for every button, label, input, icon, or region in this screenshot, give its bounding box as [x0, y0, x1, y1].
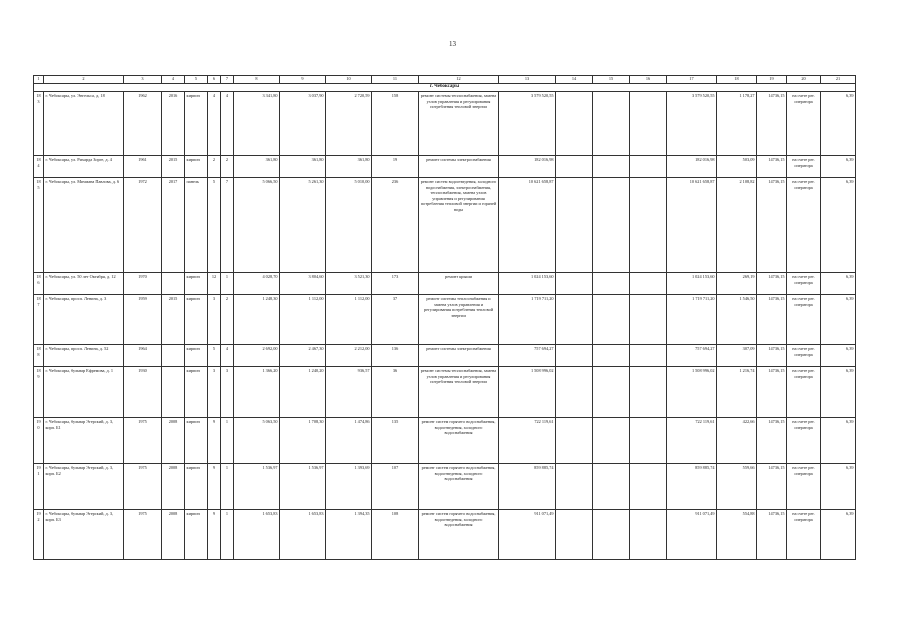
fund-account: на счете рег. оператора [787, 367, 821, 418]
row-number: 188 [34, 345, 44, 367]
residents: 236 [372, 178, 419, 273]
repair-work: ремонт систем горячего водоснабжения, водоотведения, холодного водоснабжения [419, 464, 499, 510]
republic-budget [593, 367, 630, 418]
owned-area: 1 474,86 [326, 418, 372, 464]
total-cost: 3 579 520,55 [499, 92, 556, 156]
repair-work: ремонт систем водоотведения, холодного водоснабжения, электроснабжения, теплоснабжения, замена узлов управления и регулирования потребления тепловой энергии и горячей воды [419, 178, 499, 273]
owners-funds: 1 508 996,02 [667, 367, 717, 418]
specific-cost: 422,66 [717, 418, 757, 464]
total-area: 361,80 [234, 156, 280, 178]
local-budget [630, 156, 667, 178]
local-budget [630, 418, 667, 464]
address: г. Чебоксары, ул. Энгельса, д. 18 [44, 92, 124, 156]
row-number: 191 [34, 464, 44, 510]
rate: 6,39 [821, 464, 856, 510]
total-area: 1 536,97 [234, 464, 280, 510]
fund-cost [556, 273, 593, 295]
year-last-repair: 2017 [162, 178, 185, 273]
row-number: 190 [34, 418, 44, 464]
residential-area: 1 536,97 [280, 464, 326, 510]
table-row [34, 367, 856, 418]
year-last-repair: 2008 [162, 510, 185, 560]
wall-material: кирпич [185, 345, 208, 367]
column-number: 9 [280, 76, 326, 84]
republic-budget [593, 464, 630, 510]
rate: 6,39 [821, 510, 856, 560]
fund-account: на счете рег. оператора [787, 345, 821, 367]
rate: 6,39 [821, 178, 856, 273]
owners-funds: 1 719 711,20 [667, 295, 717, 345]
local-budget [630, 295, 667, 345]
column-number-row [34, 76, 856, 84]
floors: 2 [208, 156, 221, 178]
residents: 107 [372, 464, 419, 510]
address: г. Чебоксары, ул. Мичмана Павлова, д. 6 [44, 178, 124, 273]
owned-area: 1 394,35 [326, 510, 372, 560]
fund-cost [556, 178, 593, 273]
residential-area: 1 708,30 [280, 418, 326, 464]
residential-area: 5 261,30 [280, 178, 326, 273]
year-built: 1975 [124, 464, 162, 510]
fund-account: на счете рег. оператора [787, 273, 821, 295]
fund-cost [556, 92, 593, 156]
fund-account: на счете рег. оператора [787, 156, 821, 178]
owned-area: 5 010,00 [326, 178, 372, 273]
column-number: 10 [326, 76, 372, 84]
republic-budget [593, 273, 630, 295]
year-last-repair: 2008 [162, 418, 185, 464]
year-built: 1975 [124, 418, 162, 464]
wall-material: кирпич [185, 156, 208, 178]
fund-account: на счете рег. оператора [787, 464, 821, 510]
owned-area: 2 720,59 [326, 92, 372, 156]
wall-material: кирпич [185, 367, 208, 418]
wall-material: кирпич [185, 510, 208, 560]
column-number: 5 [185, 76, 208, 84]
specific-cost: 1 546,50 [717, 295, 757, 345]
residents: 158 [372, 92, 419, 156]
residential-area: 1 240,20 [280, 367, 326, 418]
residential-area: 361,80 [280, 156, 326, 178]
specific-cost: 503,09 [717, 156, 757, 178]
total-cost: 1 719 711,20 [499, 295, 556, 345]
max-cost: 14736,15 [757, 510, 787, 560]
owned-area: 2 212,00 [326, 345, 372, 367]
max-cost: 14736,15 [757, 345, 787, 367]
repair-work: ремонт крыши [419, 273, 499, 295]
address: г. Чебоксары, бульвар Эгерский, д. 3, корп. Б2 [44, 464, 124, 510]
wall-material: кирпич [185, 464, 208, 510]
year-last-repair: 2015 [162, 156, 185, 178]
owners-funds: 859 885,74 [667, 464, 717, 510]
table-row [34, 510, 856, 560]
table-row [34, 345, 856, 367]
floors: 9 [208, 510, 221, 560]
address: г. Чебоксары, просп. Ленина, д. 52 [44, 345, 124, 367]
year-built: 1964 [124, 345, 162, 367]
table-row [34, 156, 856, 178]
row-number: 185 [34, 178, 44, 273]
year-built: 1959 [124, 295, 162, 345]
row-number: 187 [34, 295, 44, 345]
local-budget [630, 92, 667, 156]
fund-cost [556, 367, 593, 418]
column-number: 21 [821, 76, 856, 84]
max-cost: 14736,15 [757, 156, 787, 178]
entrances: 7 [221, 178, 234, 273]
address: г. Чебоксары, бульвар Ефремова, д. 1 [44, 367, 124, 418]
entrances: 1 [221, 464, 234, 510]
year-built: 1975 [124, 510, 162, 560]
residential-area: 3 037,90 [280, 92, 326, 156]
max-cost: 14736,15 [757, 367, 787, 418]
repair-work: ремонт системы теплоснабжения, замена узлов управления и регулирования потребления тепловой энергии [419, 367, 499, 418]
city-heading-row [34, 84, 856, 92]
fund-cost [556, 156, 593, 178]
local-budget [630, 273, 667, 295]
owners-funds: 3 579 520,55 [667, 92, 717, 156]
row-number: 192 [34, 510, 44, 560]
row-number: 184 [34, 156, 44, 178]
capital-repair-register-table [33, 75, 856, 560]
total-area: 2 692,00 [234, 345, 280, 367]
entrances: 4 [221, 345, 234, 367]
repair-work: ремонт систем горячего водоснабжения, водоотведения, холодного водоснабжения [419, 418, 499, 464]
total-area: 1 248,30 [234, 295, 280, 345]
rate: 6,39 [821, 367, 856, 418]
address: г. Чебоксары, ул. 50 лет Октября, д. 12 [44, 273, 124, 295]
column-number: 11 [372, 76, 419, 84]
fund-cost [556, 295, 593, 345]
entrances: 2 [221, 156, 234, 178]
republic-budget [593, 510, 630, 560]
local-budget [630, 178, 667, 273]
entrances: 1 [221, 273, 234, 295]
wall-material: кирпич [185, 295, 208, 345]
city-name: г. Чебоксары [34, 84, 856, 92]
republic-budget [593, 178, 630, 273]
column-number: 6 [208, 76, 221, 84]
column-number: 17 [667, 76, 717, 84]
column-number: 15 [593, 76, 630, 84]
fund-account: на счете рег. оператора [787, 510, 821, 560]
column-number: 13 [499, 76, 556, 84]
row-number: 183 [34, 92, 44, 156]
residents: 37 [372, 295, 419, 345]
wall-material: кирпич [185, 418, 208, 464]
address: г. Чебоксары, просп. Ленина, д. 3 [44, 295, 124, 345]
local-budget [630, 510, 667, 560]
owners-funds: 182 016,98 [667, 156, 717, 178]
residents: 19 [372, 156, 419, 178]
fund-account: на счете рег. оператора [787, 295, 821, 345]
fund-cost [556, 418, 593, 464]
year-built: 1961 [124, 156, 162, 178]
column-number: 14 [556, 76, 593, 84]
total-area: 1 366,20 [234, 367, 280, 418]
entrances: 3 [221, 367, 234, 418]
rate: 6,39 [821, 273, 856, 295]
total-area: 4 028,70 [234, 273, 280, 295]
entrances: 2 [221, 295, 234, 345]
specific-cost: 1 216,74 [717, 367, 757, 418]
residential-area: 2 467,30 [280, 345, 326, 367]
column-number: 3 [124, 76, 162, 84]
owned-area: 3 521,30 [326, 273, 372, 295]
column-number: 1 [34, 76, 44, 84]
address: г. Чебоксары, ул. Рихарда Зорге, д. 4 [44, 156, 124, 178]
owners-funds: 10 621 658,87 [667, 178, 717, 273]
floors: 9 [208, 464, 221, 510]
column-number: 2 [44, 76, 124, 84]
rate: 6,39 [821, 418, 856, 464]
owners-funds: 757 694,27 [667, 345, 717, 367]
max-cost: 14736,15 [757, 178, 787, 273]
column-number: 8 [234, 76, 280, 84]
repair-work: ремонт системы теплоснабжения, замена узлов управления и регулирования потребления тепловой энергии [419, 92, 499, 156]
residents: 108 [372, 510, 419, 560]
max-cost: 14736,15 [757, 295, 787, 345]
fund-cost [556, 464, 593, 510]
owned-area: 361,80 [326, 156, 372, 178]
republic-budget [593, 295, 630, 345]
floors: 12 [208, 273, 221, 295]
wall-material: кирпич [185, 92, 208, 156]
year-last-repair [162, 367, 185, 418]
total-area: 5 063,50 [234, 418, 280, 464]
year-last-repair: 2016 [162, 92, 185, 156]
floors: 5 [208, 178, 221, 273]
wall-material: панель [185, 178, 208, 273]
table-row [34, 418, 856, 464]
repair-work: ремонт системы теплоснабжения и замена узлов управления и регулирования потребления тепловой энергии [419, 295, 499, 345]
table-row [34, 273, 856, 295]
column-number: 16 [630, 76, 667, 84]
republic-budget [593, 418, 630, 464]
address: г. Чебоксары, бульвар Эгерский, д. 3, корп. Б1 [44, 418, 124, 464]
year-last-repair: 2015 [162, 295, 185, 345]
max-cost: 14736,15 [757, 418, 787, 464]
total-cost: 10 621 658,87 [499, 178, 556, 273]
year-last-repair [162, 345, 185, 367]
repair-work: ремонт системы электроснабжения [419, 156, 499, 178]
entrances: 4 [221, 92, 234, 156]
residents: 173 [372, 273, 419, 295]
table-row [34, 92, 856, 156]
rate: 6,39 [821, 92, 856, 156]
specific-cost: 2 108,82 [717, 178, 757, 273]
row-number: 186 [34, 273, 44, 295]
specific-cost: 307,09 [717, 345, 757, 367]
floors: 3 [208, 367, 221, 418]
residential-area: 1 653,83 [280, 510, 326, 560]
rate: 6,39 [821, 295, 856, 345]
year-built: 1930 [124, 367, 162, 418]
total-cost: 757 694,27 [499, 345, 556, 367]
fund-cost [556, 510, 593, 560]
column-number: 20 [787, 76, 821, 84]
specific-cost: 559,66 [717, 464, 757, 510]
residential-area: 3 804,60 [280, 273, 326, 295]
owned-area: 1 112,00 [326, 295, 372, 345]
page-number: 13 [449, 40, 456, 48]
fund-cost [556, 345, 593, 367]
republic-budget [593, 92, 630, 156]
max-cost: 14736,15 [757, 273, 787, 295]
total-area: 1 653,83 [234, 510, 280, 560]
republic-budget [593, 156, 630, 178]
owners-funds: 911 071,49 [667, 510, 717, 560]
floors: 9 [208, 418, 221, 464]
local-budget [630, 367, 667, 418]
specific-cost: 269,19 [717, 273, 757, 295]
year-built: 1962 [124, 92, 162, 156]
max-cost: 14736,15 [757, 92, 787, 156]
total-cost: 1 508 996,02 [499, 367, 556, 418]
local-budget [630, 464, 667, 510]
year-built: 1970 [124, 273, 162, 295]
rate: 6,39 [821, 345, 856, 367]
residents: 36 [372, 367, 419, 418]
floors: 3 [208, 295, 221, 345]
total-cost: 1 024 153,60 [499, 273, 556, 295]
row-number: 189 [34, 367, 44, 418]
table-row [34, 295, 856, 345]
address: г. Чебоксары, бульвар Эгерский, д. 3, корп. Б3 [44, 510, 124, 560]
max-cost: 14736,15 [757, 464, 787, 510]
wall-material: кирпич [185, 273, 208, 295]
year-built: 1972 [124, 178, 162, 273]
repair-work: ремонт системы электроснабжения [419, 345, 499, 367]
column-number: 19 [757, 76, 787, 84]
residents: 135 [372, 418, 419, 464]
entrances: 1 [221, 510, 234, 560]
residential-area: 1 112,00 [280, 295, 326, 345]
total-cost: 722 119,61 [499, 418, 556, 464]
specific-cost: 1 178,27 [717, 92, 757, 156]
table-row [34, 464, 856, 510]
total-cost: 859 885,74 [499, 464, 556, 510]
total-cost: 911 071,49 [499, 510, 556, 560]
fund-account: на счете рег. оператора [787, 92, 821, 156]
table-row [34, 178, 856, 273]
year-last-repair: 2008 [162, 464, 185, 510]
repair-work: ремонт систем горячего водоснабжения, водоотведения, холодного водоснабжения [419, 510, 499, 560]
floors: 4 [208, 92, 221, 156]
specific-cost: 554,88 [717, 510, 757, 560]
local-budget [630, 345, 667, 367]
year-last-repair [162, 273, 185, 295]
fund-account: на счете рег. оператора [787, 178, 821, 273]
total-area: 5 066,50 [234, 178, 280, 273]
owners-funds: 722 119,61 [667, 418, 717, 464]
column-number: 18 [717, 76, 757, 84]
fund-account: на счете рег. оператора [787, 418, 821, 464]
entrances: 1 [221, 418, 234, 464]
column-number: 12 [419, 76, 499, 84]
owned-area: 936,57 [326, 367, 372, 418]
total-area: 3 341,80 [234, 92, 280, 156]
residents: 136 [372, 345, 419, 367]
column-number: 7 [221, 76, 234, 84]
owners-funds: 1 024 153,60 [667, 273, 717, 295]
total-cost: 182 016,98 [499, 156, 556, 178]
rate: 6,39 [821, 156, 856, 178]
column-number: 4 [162, 76, 185, 84]
owned-area: 1 393,69 [326, 464, 372, 510]
floors: 5 [208, 345, 221, 367]
republic-budget [593, 345, 630, 367]
